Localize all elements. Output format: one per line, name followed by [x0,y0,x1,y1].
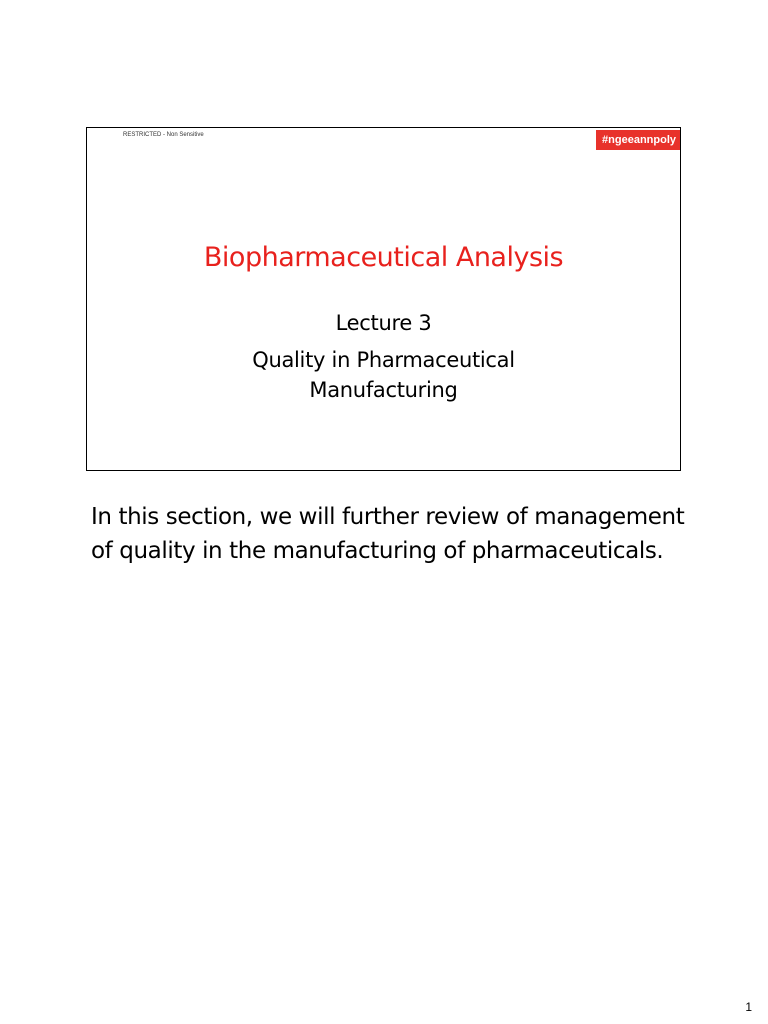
slide-subtitle-line-1: Lecture 3 [335,311,432,335]
slide-notes: In this section, we will further review of management of quality in the manufacturing of pharmaceuticals. [91,504,685,564]
classification-label: RESTRICTED - Non Sensitive [123,132,204,138]
slide-subtitle-line-2: Quality in Pharmaceutical [252,348,515,372]
page-number: 1 [745,1000,752,1014]
slide-title: Biopharmaceutical Analysis [203,242,564,273]
slide-subtitle-line-3: Manufacturing [309,378,458,402]
slide-thumbnail [86,127,681,471]
hashtag-badge: #ngeeannpoly [596,130,680,150]
